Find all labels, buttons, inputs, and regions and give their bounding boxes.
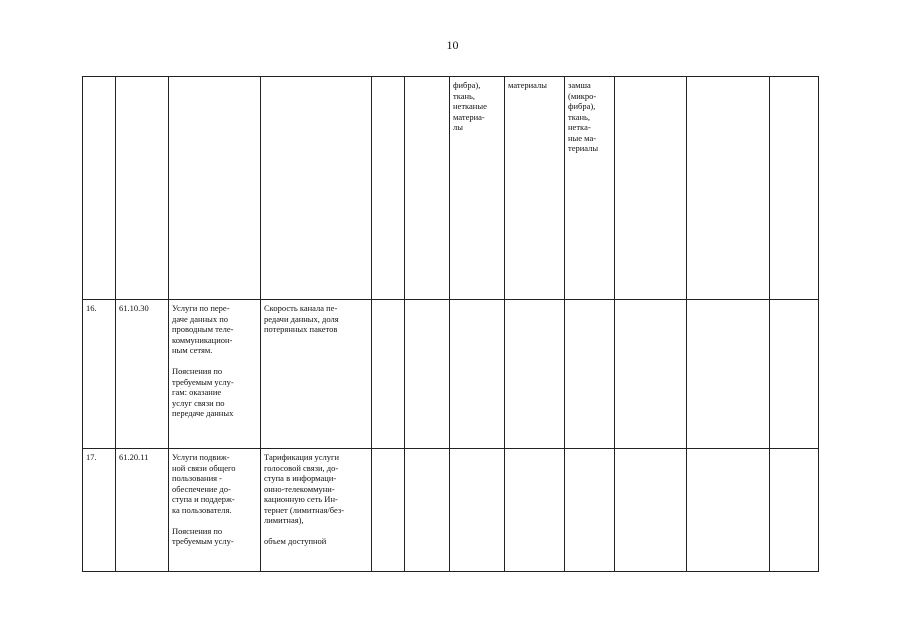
table-cell	[770, 449, 819, 572]
table-cell	[770, 300, 819, 449]
table-cell	[505, 449, 565, 572]
row-number-cell: 17.	[83, 449, 116, 572]
table-cell: фибра), ткань, нетканые материа- лы	[450, 77, 505, 300]
service-name-cell: Услуги по пере- даче данных по проводным теле- коммуникацион- ным сетям. Пояснения по требуемым услу- гам: оказание услуг связи по передаче данных	[169, 300, 261, 449]
table-cell	[565, 449, 615, 572]
table-cell: материалы	[505, 77, 565, 300]
table-cell	[405, 300, 450, 449]
table-cell	[505, 300, 565, 449]
table-cell: замша (микро- фибра), ткань, неткa- ные ма- териалы	[565, 77, 615, 300]
table-cell	[615, 77, 687, 300]
table-cell	[687, 77, 770, 300]
requirements-table	[82, 76, 819, 572]
characteristics-cell: Тарификация услуги голосовой связи, до- ступа в информаци- онно-телекоммуни- кационную сеть Ин- тернет (лимитная/без- лимитная), объем доступной	[261, 449, 372, 572]
okpd-code-cell: 61.20.11	[116, 449, 169, 572]
characteristics-cell: Скорость канала пе- редачи данных, доля потерянных пакетов	[261, 300, 372, 449]
table-cell	[565, 300, 615, 449]
table-cell	[405, 449, 450, 572]
table-cell	[450, 300, 505, 449]
table-cell	[770, 77, 819, 300]
okpd-code-cell: 61.10.30	[116, 300, 169, 449]
page-number: 10	[446, 38, 459, 52]
table-cell	[450, 449, 505, 572]
table-cell	[615, 300, 687, 449]
table-cell	[687, 300, 770, 449]
table-row	[83, 449, 819, 572]
row-number-cell: 16.	[83, 300, 116, 449]
table-row	[83, 77, 819, 300]
table-cell	[169, 77, 261, 300]
table-cell	[372, 77, 405, 300]
table-cell	[83, 77, 116, 300]
table-cell	[261, 77, 372, 300]
table-row	[83, 300, 819, 449]
table-cell	[116, 77, 169, 300]
table-cell	[615, 449, 687, 572]
table-cell	[372, 449, 405, 572]
service-name-cell: Услуги подвиж- ной связи общего пользования - обеспечение до- ступа и поддерж- ка пользователя. Пояснения по требуемым услу-	[169, 449, 261, 572]
table-cell	[372, 300, 405, 449]
table-cell	[405, 77, 450, 300]
table-cell	[687, 449, 770, 572]
